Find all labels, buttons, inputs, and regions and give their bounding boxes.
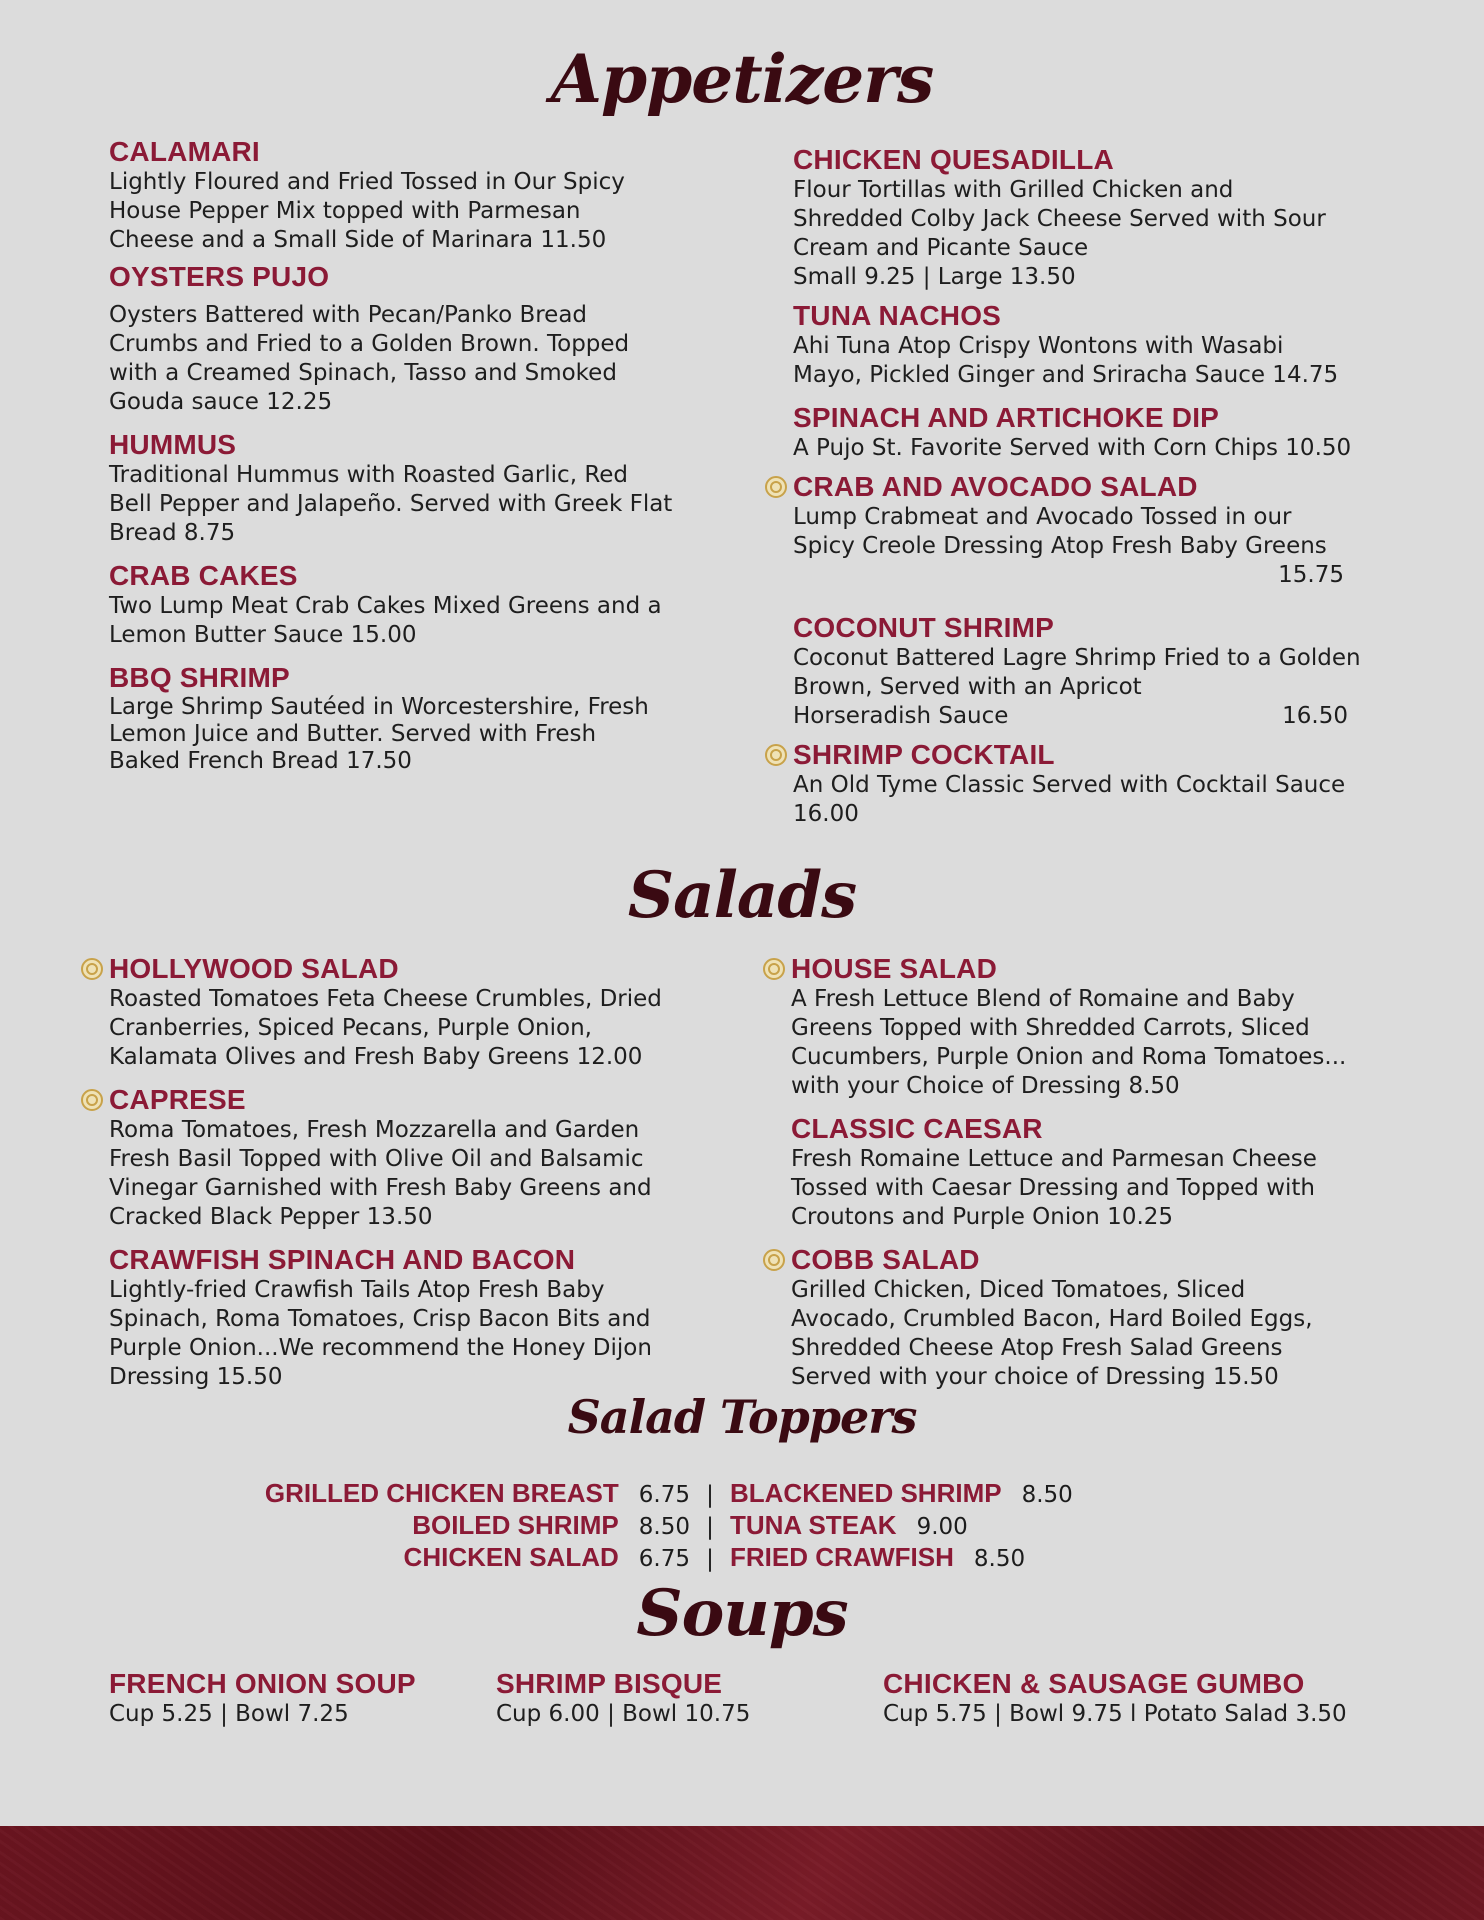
menu-item <box>793 402 1393 463</box>
menu-item <box>791 953 1401 1101</box>
separator: | <box>706 1481 714 1508</box>
menu-item <box>793 739 1393 829</box>
topper-price: 8.50 <box>973 1545 1026 1572</box>
item-description: Cup 6.00 | Bowl 10.75 <box>496 1701 751 1727</box>
house-specialty-badge-icon <box>763 1249 785 1271</box>
item-description: Traditional Hummus with Roasted Garlic, Red Bell Pepper and Jalapeño. Served with Greek Flat Bread 8.75 <box>109 462 673 546</box>
item-price: 15.75 <box>1278 562 1344 588</box>
item-name: HOLLYWOOD SALAD <box>109 953 399 984</box>
topper-price: 8.50 <box>638 1513 690 1540</box>
topper-price: 6.75 <box>638 1545 690 1572</box>
appetizers-title: Appetizers <box>550 40 934 118</box>
footer-band <box>0 1826 1484 1920</box>
item-name: COCONUT SHRIMP <box>793 612 1055 643</box>
item-name: CRAWFISH SPINACH AND BACON <box>109 1244 576 1275</box>
item-description: Cup 5.25 | Bowl 7.25 <box>109 1701 349 1727</box>
menu-item <box>109 560 719 650</box>
topper-row <box>0 1509 1484 1541</box>
topper-name: FRIED CRAWFISH <box>730 1541 954 1572</box>
item-name: SPINACH AND ARTICHOKE DIP <box>793 402 1220 433</box>
item-description: Oysters Battered with Pecan/Panko Bread Crumbs and Fried to a Golden Brown. Topped with a Creamed Spinach, Tasso and Smoked Gouda sauce 12.25 <box>109 302 630 415</box>
item-name: CRAB CAKES <box>109 560 298 591</box>
item-description: A Pujo St. Favorite Served with Corn Chips 10.50 <box>793 435 1352 461</box>
item-description: Coconut Battered Lagre Shrimp Fried to a Golden Brown, Served with an Apricot <box>793 645 1361 700</box>
item-name: FRENCH ONION SOUP <box>109 1668 416 1699</box>
house-specialty-badge-icon <box>81 1089 103 1111</box>
salad-toppers-list <box>0 1477 1484 1573</box>
item-description-end: Horseradish Sauce <box>793 703 1009 729</box>
item-description: Cup 5.75 | Bowl 9.75 l Potato Salad 3.50 <box>883 1701 1347 1727</box>
topper-row <box>0 1541 1484 1573</box>
soups-title: Soups <box>636 1576 848 1651</box>
item-description: Ahi Tuna Atop Crispy Wontons with Wasabi Mayo, Pickled Ginger and Sriracha Sauce 14.75 <box>793 333 1339 388</box>
item-name: TUNA NACHOS <box>793 300 1002 331</box>
item-name: CLASSIC CAESAR <box>791 1113 1043 1144</box>
item-description: Two Lump Meat Crab Cakes Mixed Greens and a Lemon Butter Sauce 15.00 <box>109 593 662 648</box>
menu-item <box>793 471 1393 590</box>
topper-name: CHICKEN SALAD <box>403 1541 619 1572</box>
menu-item <box>109 1084 719 1232</box>
item-name: CRAB AND AVOCADO SALAD <box>793 471 1198 502</box>
soup-item <box>883 1668 1443 1729</box>
topper-row <box>0 1477 1484 1509</box>
topper-price: 9.00 <box>916 1513 968 1540</box>
item-name: CHICKEN QUESADILLA <box>793 144 1114 175</box>
item-description-last-line <box>793 702 1348 731</box>
menu-item <box>109 953 719 1072</box>
item-price: 16.50 <box>1282 703 1348 729</box>
topper-price: 6.75 <box>638 1481 690 1508</box>
appetizers-right-column <box>793 144 1393 841</box>
item-name: HUMMUS <box>109 429 237 460</box>
item-name: COBB SALAD <box>791 1244 980 1275</box>
item-name: SHRIMP BISQUE <box>496 1668 723 1699</box>
menu-item <box>791 1244 1401 1392</box>
salads-left-column <box>109 953 719 1404</box>
item-name: HOUSE SALAD <box>791 953 997 984</box>
house-specialty-badge-icon <box>765 744 787 766</box>
item-description: Grilled Chicken, Diced Tomatoes, Sliced Avocado, Crumbled Bacon, Hard Boiled Eggs, Shredded Cheese Atop Fresh Salad Greens Served with your choice of Dressing 15.50 <box>791 1277 1313 1390</box>
separator: | <box>706 1545 714 1572</box>
item-description: An Old Tyme Classic Served with Cocktail Sauce 16.00 <box>793 772 1346 827</box>
menu-item <box>109 662 719 775</box>
footer-texture <box>0 1826 1484 1920</box>
topper-price: 8.50 <box>1021 1481 1073 1508</box>
house-specialty-badge-icon <box>763 958 785 980</box>
menu-item <box>793 144 1393 292</box>
item-description: Large Shrimp Sautéed in Worcestershire, Fresh Lemon Juice and Butter. Served with Fresh Baked French Bread 17.50 <box>109 694 649 774</box>
item-description: Lump Crabmeat and Avocado Tossed in our Spicy Creole Dressing Atop Fresh Baby Greens <box>793 504 1327 559</box>
item-description: Lightly Floured and Fried Tossed in Our Spicy House Pepper Mix topped with Parmesan Cheese and a Small Side of Marinara 11.50 <box>109 169 625 253</box>
menu-item <box>109 261 719 417</box>
house-specialty-badge-icon <box>81 958 103 980</box>
item-name: CALAMARI <box>109 136 260 167</box>
item-description: Lightly-fried Crawfish Tails Atop Fresh Baby Spinach, Roma Tomatoes, Crisp Bacon Bits and Purple Onion...We recommend the Honey Dijon Dressing 15.50 <box>109 1277 652 1390</box>
menu-item <box>109 429 719 548</box>
item-description: Roasted Tomatoes Feta Cheese Crumbles, Dried Cranberries, Spiced Pecans, Purple Onion, Kalamata Olives and Fresh Baby Greens 12.00 <box>109 986 662 1070</box>
salad-toppers-title: Salad Toppers <box>567 1390 917 1444</box>
item-description: Flour Tortillas with Grilled Chicken and Shredded Colby Jack Cheese Served with Sour Cream and Picante Sauce Small 9.25 | Large 13.50 <box>793 177 1326 290</box>
menu-item <box>793 612 1393 731</box>
item-description: A Fresh Lettuce Blend of Romaine and Baby Greens Topped with Shredded Carrots, Sliced Cucumbers, Purple Onion and Roma Tomatoes... with your Choice of Dressing 8.50 <box>791 986 1347 1099</box>
salads-right-column <box>791 953 1401 1404</box>
item-name: CAPRESE <box>109 1084 246 1115</box>
soup-item <box>109 1668 479 1729</box>
item-name: OYSTERS PUJO <box>109 261 330 292</box>
topper-name: BOILED SHRIMP <box>412 1509 619 1540</box>
menu-item <box>109 1244 719 1392</box>
menu-item <box>791 1113 1401 1232</box>
salads-title: Salads <box>627 858 857 933</box>
separator: | <box>706 1513 714 1540</box>
house-specialty-badge-icon <box>765 476 787 498</box>
item-name: CHICKEN & SAUSAGE GUMBO <box>883 1668 1305 1699</box>
topper-name: TUNA STEAK <box>730 1509 897 1540</box>
topper-name: GRILLED CHICKEN BREAST <box>264 1477 619 1508</box>
menu-item <box>793 300 1393 390</box>
item-description: Fresh Romaine Lettuce and Parmesan Cheese Tossed with Caesar Dressing and Topped with Croutons and Purple Onion 10.25 <box>791 1146 1317 1230</box>
item-name: BBQ SHRIMP <box>109 662 290 693</box>
menu-item <box>109 136 719 255</box>
item-name: SHRIMP COCKTAIL <box>793 739 1055 770</box>
appetizers-left-column <box>109 136 719 787</box>
topper-name: BLACKENED SHRIMP <box>730 1477 1002 1508</box>
item-description: Roma Tomatoes, Fresh Mozzarella and Garden Fresh Basil Topped with Olive Oil and Balsamic Vinegar Garnished with Fresh Baby Greens and Cracked Black Pepper 13.50 <box>109 1117 652 1230</box>
soup-item <box>496 1668 876 1729</box>
